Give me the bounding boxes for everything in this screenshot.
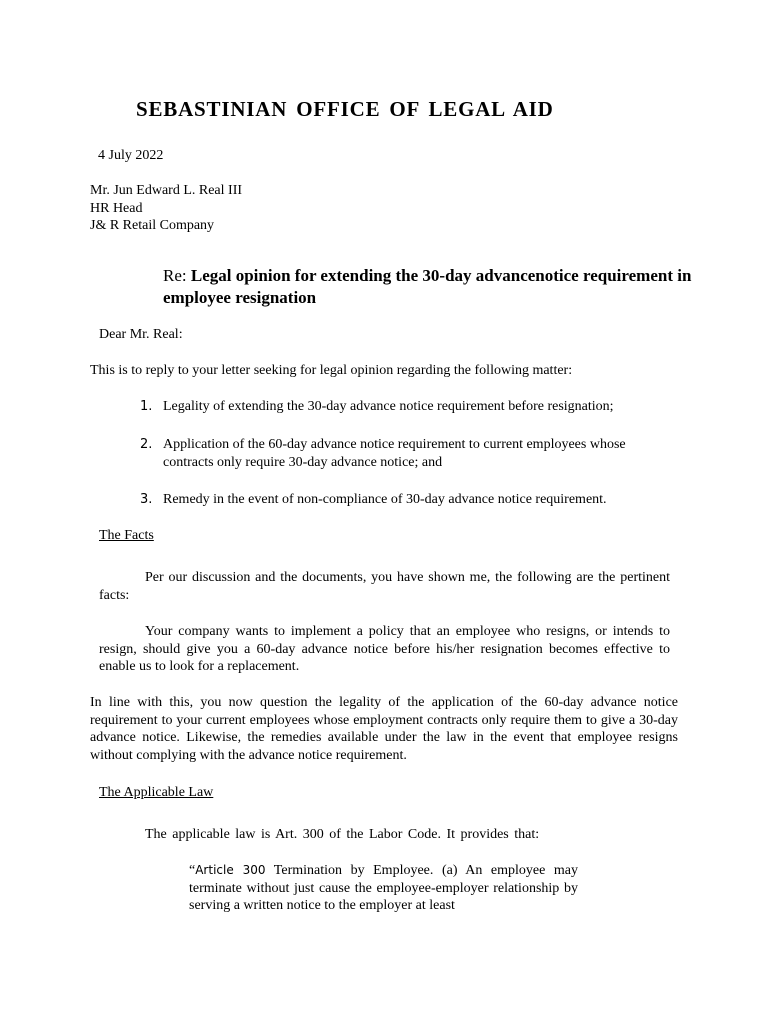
intro-paragraph: This is to reply to your letter seeking for legal opinion regarding the following matter:	[90, 363, 573, 378]
article-quote	[189, 862, 578, 915]
recipient-company: J& R Retail Company	[90, 218, 215, 233]
article-number: Article 300	[195, 863, 266, 877]
office-title: SEBASTINIAN OFFICE OF LEGAL AID	[136, 97, 554, 121]
facts-paragraph-3: In line with this, you now question the legality of the application of the 60-day advance notice requirement to your current employees whose employment contracts only require them to give a 30-day advance notice. Likewise, the remedies available under the law in the event that employee resigns without complying with the advance notice requirement.	[90, 695, 678, 763]
list-text: Remedy in the event of non-compliance of 30-day advance notice requirement.	[163, 492, 607, 507]
applicable-law-intro: The applicable law is Art. 300 of the Labor Code. It provides that:	[145, 827, 540, 842]
list-number: 1.	[140, 399, 153, 414]
recipient-name: Mr. Jun Edward L. Real III	[90, 183, 243, 198]
quote-open-mark: “	[189, 863, 196, 878]
letter-date: 4 July 2022	[98, 148, 164, 163]
recipient-position: HR Head	[90, 200, 143, 216]
list-number: 3.	[140, 492, 153, 507]
list-text: Application of the 60-day advance notice requirement to current employees whose contracts only require 30-day advance notice; and	[163, 437, 626, 470]
facts-paragraph-1: Per our discussion and the documents, you have shown me, the following are the pertinent facts:	[99, 570, 670, 603]
facts-paragraph-2: Your company wants to implement a policy that an employee who resigns, or intends to resign, should give you a 60-day advance notice before his/her resignation becomes effective to enable us to look for a replacement.	[99, 624, 670, 674]
facts-heading: The Facts	[99, 528, 154, 543]
quote-text: Termination by Employee. (a) An employee may terminate without just cause the employee-employer relationship by serving a written notice to the employer at least	[189, 863, 578, 913]
recipient-block	[90, 182, 242, 235]
list-text: Legality of extending the 30-day advance notice requirement before resignation;	[163, 399, 614, 414]
re-label: Re:	[163, 266, 191, 285]
list-number: 2.	[140, 437, 153, 452]
subject-text: Legal opinion for extending the 30-day advancenotice requirement in employee resignation	[163, 266, 692, 307]
subject-line	[163, 265, 703, 309]
salutation: Dear Mr. Real:	[99, 327, 183, 342]
applicable-law-heading: The Applicable Law	[99, 785, 214, 800]
